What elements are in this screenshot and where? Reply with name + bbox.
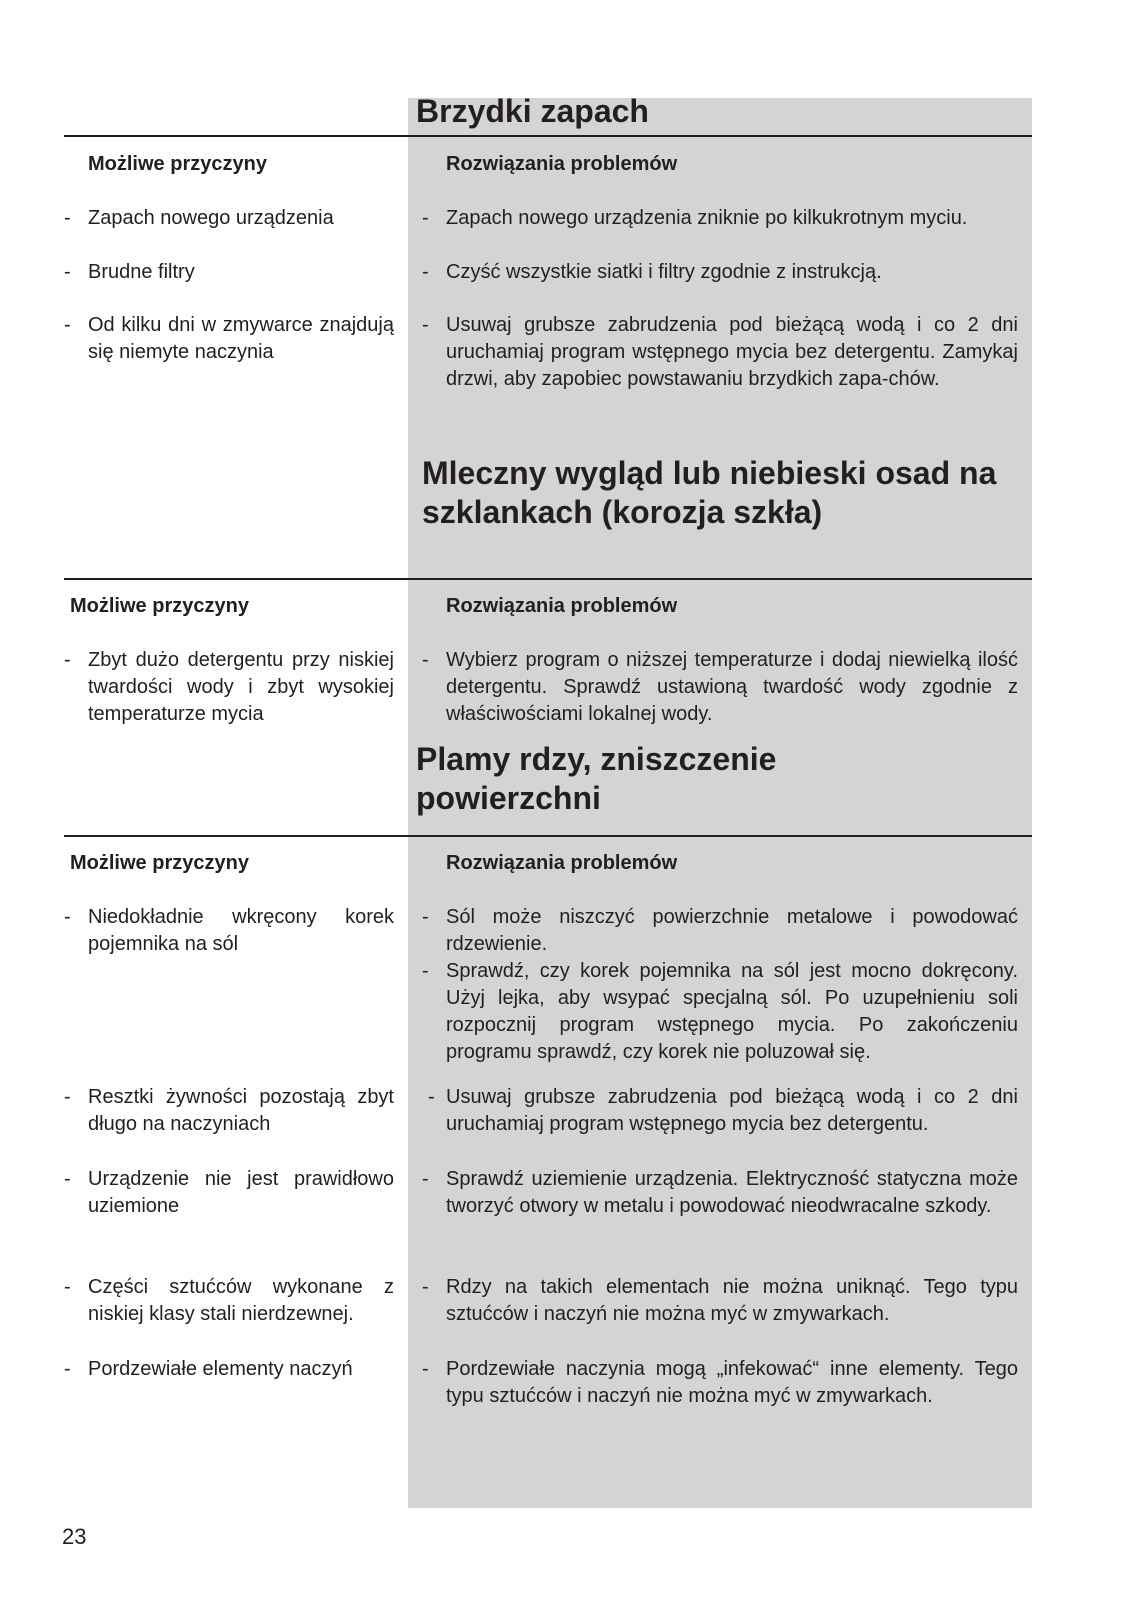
solution-item: - Usuwaj grubsze zabrudzenia pod bieżącą wodą i co 2 dni uruchamiaj program wstępnego mycia bez detergentu. Zamykaj drzwi, aby zapobiec powstawaniu brzydkich zapa-chów. bbox=[422, 314, 1018, 390]
cause-item: - Urządzenie nie jest prawidłowo uziemione bbox=[64, 1168, 394, 1217]
solution-item: - Czyść wszystkie siatki i filtry zgodnie z instrukcją. bbox=[422, 261, 882, 283]
solution-item: - Wybierz program o niższej temperaturze i dodaj niewielką ilość detergentu. Sprawdź ustawioną twardość wody zgodnie z właściwościami lokalnej wody. bbox=[422, 649, 1018, 725]
cause-item: - Części sztućców wykonane z niskiej klasy stali nierdzewnej. bbox=[64, 1276, 394, 1325]
section-title-bad-smell: Brzydki zapach bbox=[416, 93, 649, 129]
section-title-rust-stains: Plamy rdzy, zniszczenie powierzchni bbox=[416, 741, 777, 816]
divider bbox=[64, 578, 1032, 580]
cause-item: - Resztki żywności pozostają zbyt długo na naczyniach bbox=[64, 1086, 394, 1135]
solutions-header: Rozwiązania problemów bbox=[446, 153, 678, 175]
solutions-header: Rozwiązania problemów bbox=[446, 595, 678, 617]
solution-item: - Sól może niszczyć powierzchnie metalowe i powodować rdzewienie. bbox=[422, 906, 1018, 955]
causes-header: Możliwe przyczyny bbox=[70, 595, 249, 617]
cause-item: - Niedokładnie wkręcony korek pojemnika na sól bbox=[64, 906, 394, 955]
cause-item: - Pordzewiałe elementy naczyń bbox=[64, 1358, 353, 1380]
cause-item: - Brudne filtry bbox=[64, 261, 195, 283]
solution-item: - Usuwaj grubsze zabrudzenia pod bieżącą wodą i co 2 dni uruchamiaj program wstępnego mycia bez detergentu. bbox=[428, 1086, 1018, 1135]
cause-item: - Zbyt dużo detergentu przy niskiej twardości wody i zbyt wysokiej temperaturze mycia bbox=[64, 649, 394, 725]
solution-item: - Sprawdź, czy korek pojemnika na sól jest mocno dokręcony. Użyj lejka, aby wsypać specjalną sól. Po uzupełnieniu soli rozpocznij program wstępnego mycia. Po zakończeniu programu sprawdź, czy korek nie poluzował się. bbox=[422, 960, 1018, 1063]
solution-item: - Rdzy na takich elementach nie można uniknąć. Tego typu sztućców i naczyń nie można myć w zmywarkach. bbox=[422, 1276, 1018, 1325]
divider bbox=[64, 835, 1032, 837]
solutions-header: Rozwiązania problemów bbox=[446, 852, 678, 874]
cause-item: - Zapach nowego urządzenia bbox=[64, 207, 334, 229]
solution-item: - Sprawdź uziemienie urządzenia. Elektryczność statyczna może tworzyć otwory w metalu i powodować nieodwracalne szkody. bbox=[422, 1168, 1018, 1217]
divider bbox=[64, 135, 1032, 137]
cause-item: - Od kilku dni w zmywarce znajdują się niemyte naczynia bbox=[64, 314, 394, 363]
solution-item: - Zapach nowego urządzenia zniknie po kilkukrotnym myciu. bbox=[422, 207, 968, 229]
causes-header: Możliwe przyczyny bbox=[70, 852, 249, 874]
section-title-glass-corrosion: Mleczny wygląd lub niebieski osad na szklankach (korozja szkła) bbox=[422, 455, 997, 530]
causes-header: Możliwe przyczyny bbox=[88, 153, 267, 175]
page-number: 23 bbox=[62, 1524, 87, 1549]
solution-item: - Pordzewiałe naczynia mogą „infekować“ inne elementy. Tego typu sztućców i naczyń nie można myć w zmywarkach. bbox=[422, 1358, 1018, 1407]
